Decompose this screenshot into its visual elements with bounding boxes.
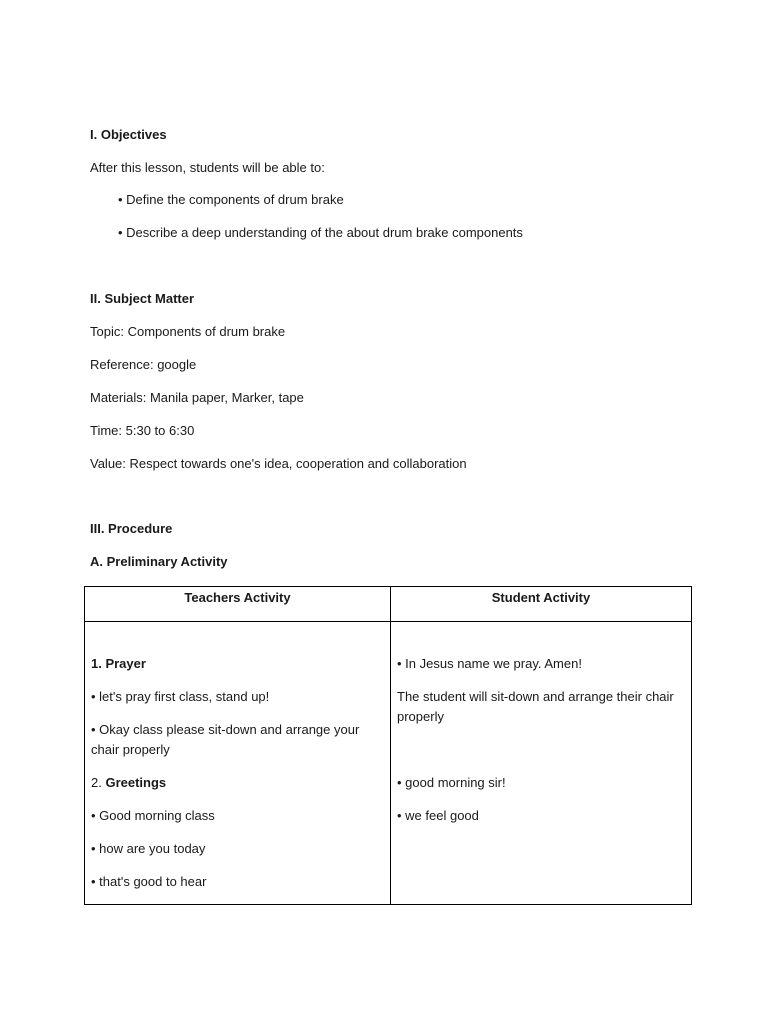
objectives-intro: After this lesson, students will be able to: [90,160,325,175]
teacher-greeting-line-1: • Good morning class [91,808,215,823]
objectives-heading: I. Objectives [90,127,167,142]
student-greeting-line-2: • we feel good [397,808,479,823]
teacher-greeting-line-3: • that's good to hear [91,874,207,889]
student-greeting-line-1: • good morning sir! [397,775,506,790]
teacher-prayer-line-1: • let's pray first class, stand up! [91,689,270,704]
value-line: Value: Respect towards one's idea, cooperation and collaboration [90,456,467,471]
greetings-title [91,773,384,793]
materials-line: Materials: Manila paper, Marker, tape [90,390,304,405]
student-activity-cell [391,622,692,905]
teachers-activity-header: Teachers Activity [85,587,391,622]
teacher-greeting-line-2: • how are you today [91,841,206,856]
greetings-number: 2. [91,775,106,790]
table-body-row [85,622,692,905]
time-line: Time: 5:30 to 6:30 [90,423,195,438]
student-activity-header: Student Activity [391,587,692,622]
teacher-prayer-line-2: • Okay class please sit-down and arrange your chair properly [91,722,360,757]
student-prayer-line-2: The student will sit-down and arrange their chair properly [397,689,674,724]
prayer-title: 1. Prayer [91,656,146,671]
topic-line: Topic: Components of drum brake [90,324,286,339]
table-header-row [85,587,692,622]
activity-table [84,586,692,905]
student-prayer-line-1: • In Jesus name we pray. Amen! [397,656,582,671]
objective-item-2: • Describe a deep understanding of the about drum brake components [118,225,523,240]
subject-matter-heading: II. Subject Matter [90,291,195,306]
preliminary-activity-heading: A. Preliminary Activity [90,554,228,569]
procedure-heading: III. Procedure [90,521,173,536]
reference-line: Reference: google [90,357,197,372]
teacher-activity-cell [85,622,391,905]
spacer [397,740,685,773]
objective-item-1: • Define the components of drum brake [118,192,344,207]
greetings-label: Greetings [105,775,167,790]
